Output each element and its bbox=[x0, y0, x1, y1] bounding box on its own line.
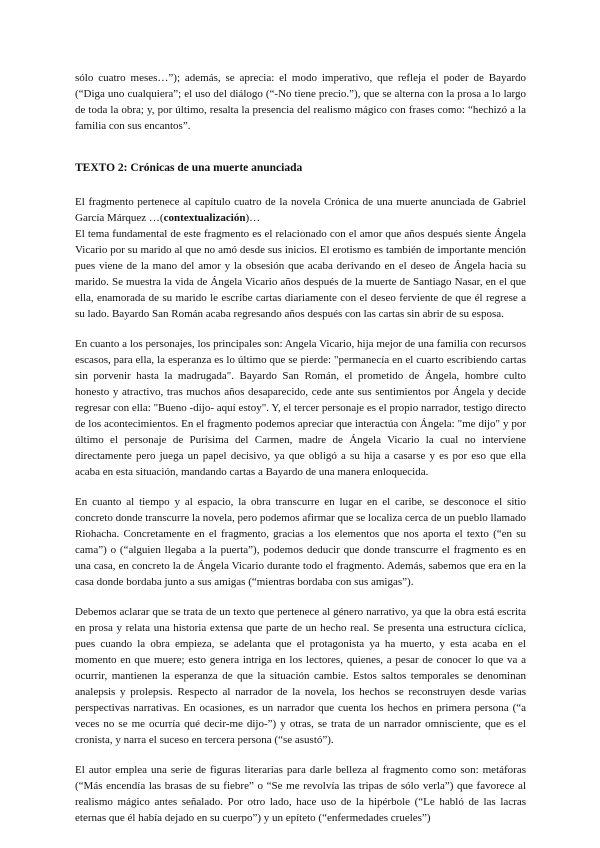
context-bold-term: contextualización bbox=[163, 212, 246, 224]
intro-paragraph: sólo cuatro meses…”); además, se aprecia: el modo imperativo, que refleja el poder de Bayardo (“Diga uno cualquiera”; el uso del diálogo (“-No tiene precio.”), que se alterna con la prosa a lo largo de toda la obra; y, por último, resalta la presencia del realismo mágico con frases como: “hechizó a la familia con sus encantos”. bbox=[75, 72, 526, 132]
section-title: TEXTO 2: Crónicas de una muerte anunciada bbox=[75, 162, 303, 174]
context-paragraph bbox=[75, 194, 526, 226]
context-text-end: )… bbox=[245, 212, 261, 224]
literary-figures-paragraph: El autor emplea una serie de figuras literarias para darle belleza al fragmento como son: metáforas (“Más encendía las brasas de su fiebre” o “Se me revolvía las tripas de sólo verla”) que favorece al realismo mágico antes señalado. Por otro lado, hace uso de la hipérbole (“Le habló de las lacras eternas que él había dejado en su cuerpo”) y un epíteto (“enfermedades crueles”) bbox=[75, 764, 526, 824]
genre-structure-paragraph: Debemos aclarar que se trata de un texto que pertenece al género narrativo, ya que la obra está escrita en prosa y relata una historia extensa que parte de un hecho real. Se presenta una estructura cíclica, pues cuando la obra empieza, se adelanta que el protagonista ya ha muerto, y esta acaba en el momento en que muere; esto genera intriga en los lectores, quienes, a pesar de conocer lo que va a ocurrir, mantienen la esperanza de que la situación cambie. Estos saltos temporales se denominan analepsis y prolepsis. Respecto al narrador de la novela, los hechos se reconstruyen desde varias perspectivas narrativas. En ocasiones, es un narrador que cuenta los hechos en primera persona (“a veces no se me ocurría qué decir-me dijo-”) y otras, se trata de un narrador omnisciente, que es el cronista, y narra el suceso en tercera persona (“se asustó”). bbox=[75, 606, 526, 746]
characters-paragraph: En cuanto a los personajes, los principales son: Angela Vicario, hija mejor de una familia con recursos escasos, para ella, la esperanza es lo último que se pierde: "permanecía en el cuarto escribiendo cartas sin porvenir hasta la madrugada". Bayardo San Román, el prometido de Ángela, hombre culto honesto y atractivo, tras muchos años desaparecido, cede ante sus sentimientos por Ángela y decide regresar con ella: "Bueno -dijo- aquí estoy". Y, el tercer personaje es el propio narrador, testigo directo de los acontecimientos. En el fragmento podemos apreciar que interactúa con Ángela: "me dijo" y por último el personaje de Purísima del Carmen, madre de Ángela Vicario la cual no interviene directamente pero juega un papel decisivo, ya que obligó a su hija a casarse y es por eso que ella acaba en esta situación, mandando cartas a Bayardo de una manera enloquecida. bbox=[75, 338, 526, 478]
context-text-start: El fragmento pertenece al capítulo cuatro de la novela Crónica de una muerte anunciada de Gabriel García Márquez …( bbox=[75, 196, 526, 224]
time-space-paragraph: En cuanto al tiempo y al espacio, la obra transcurre en lugar en el caribe, se desconoce el sitio concreto donde transcurre la novela, pero podemos afirmar que se localiza cerca de un pueblo llamado Riohacha. Concretamente en el fragmento, gracias a los elementos que nos aporta el texto (“en su cama”) o (“alguien llegaba a la puerta”), podemos deducir que donde transcurre el fragmento es en una casa, en concreto la de Ángela Vicario durante todo el fragmento. Además, sabemos que era en la casa donde bordaba junto a sus amigas (“mientras bordaba con sus amigas”). bbox=[75, 496, 526, 588]
document-body bbox=[75, 70, 526, 826]
theme-paragraph: El tema fundamental de este fragmento es el relacionado con el amor que años después siente Ángela Vicario por su marido al que no amó desde sus inicios. El erotismo es también de importante mención pues viene de la mano del amor y la obsesión que acaba derivando en el deseo de Ángela hacia su marido. Se muestra la vida de Ángela Vicario años después de la muerte de Santiago Nasar, en el que ella, enamorada de su marido le escribe cartas diariamente con el deseo ferviente de que él regrese a su lado. Bayardo San Román acaba regresando años después con las cartas sin abrir de su esposa. bbox=[75, 228, 526, 320]
